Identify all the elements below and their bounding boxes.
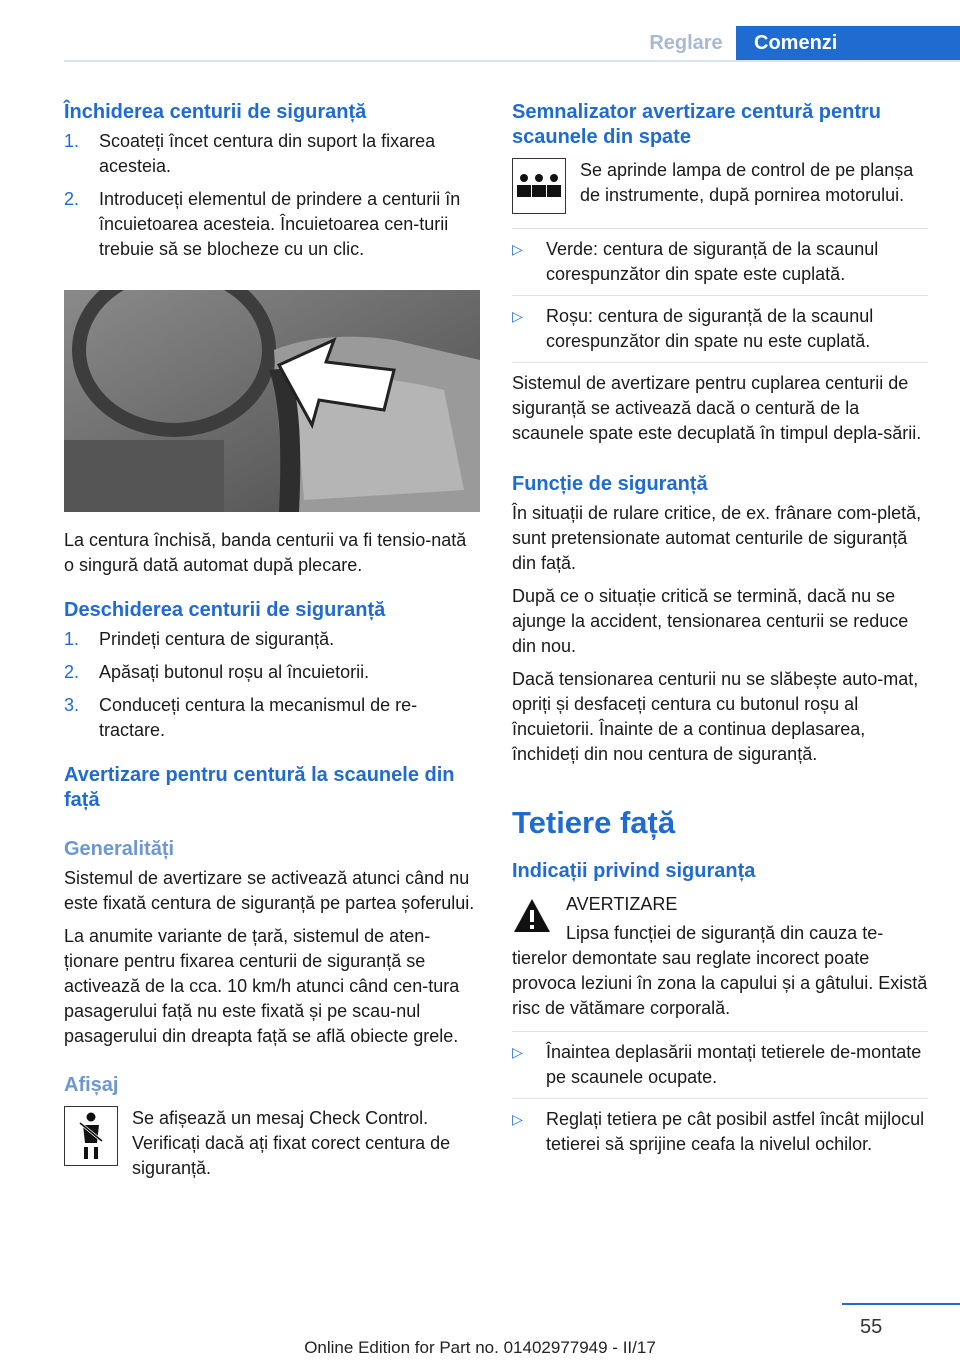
bullet-text: Înaintea deplasării montați tetierele de‐montate pe scaunele ocupate. [546, 1042, 922, 1087]
divider [512, 362, 928, 363]
list-item [64, 627, 480, 652]
section-title-opening-belt: Deschiderea centurii de siguranță [64, 599, 386, 621]
list-item [64, 129, 480, 179]
subsection-title-display: Afișaj [64, 1074, 119, 1096]
bullet-icon: ▷ [512, 1111, 523, 1127]
page-number: 55 [860, 1316, 883, 1338]
list-item [512, 237, 928, 287]
section-title-rear-belt-indicator: Semnalizator avertizare centură pentru scaunele din spate [512, 101, 882, 148]
indicator-text: Se aprinde lampa de control de pe planșa de instrumente, după pornirea motorului. [580, 160, 914, 205]
list-item [512, 1107, 928, 1157]
chapter-title-front-headrests: Tetiere față [512, 805, 676, 840]
closing-steps [64, 129, 480, 262]
divider [512, 295, 928, 296]
warning-text: Lipsa funcției de siguranță din cauza te‐tierelor demontate sau reglate incorect poate provoca leziuni în zona la capului și a gâtului. Există risc de vătămare corporală. [512, 923, 928, 1018]
warning-box [512, 892, 928, 1021]
left-column [64, 100, 480, 1181]
step-text: Prindeți centura de siguranță. [99, 629, 335, 649]
bullet-icon: ▷ [512, 1044, 523, 1060]
headrest-bullets [512, 1040, 928, 1157]
display-info [64, 1106, 480, 1181]
section-title-safety-notes: Indicații privind siguranța [512, 860, 756, 882]
divider [512, 1031, 928, 1032]
bullet-icon: ▷ [512, 241, 523, 257]
seatbelt-icon [64, 1106, 118, 1166]
display-text: Se afișează un mesaj Check Control. Verificați dacă ați fixat corect centura de siguranță. [132, 1108, 451, 1178]
step-number: 2. [64, 189, 80, 209]
divider [512, 228, 928, 229]
step-text: Introduceți elementul de prindere a centurii în încuietoarea acesteia. Încuietoarea cen‐turii trebuie să se blocheze cu un clic. [99, 189, 461, 259]
section-title-closing-belt: Închiderea centurii de siguranță [64, 101, 367, 123]
section-title-safety-function: Funcție de siguranță [512, 473, 708, 495]
step-text: Scoateți încet centura din suport la fixarea acesteia. [99, 131, 436, 176]
step-number: 3. [64, 695, 80, 715]
rear-seats-icon [512, 158, 566, 214]
paragraph: În situații de rulare critice, de ex. frânare com‐pletă, sunt pretensionate automat centurile de siguranță din față. [512, 503, 922, 573]
bullet-text: Roșu: centura de siguranță de la scaunul corespunzător din spate nu este cuplată. [546, 306, 874, 351]
step-number: 1. [64, 629, 80, 649]
tab-reglare[interactable]: Reglare [649, 32, 723, 54]
footer-rule [842, 1303, 960, 1305]
list-item [512, 1040, 928, 1090]
paragraph: Sistemul de avertizare pentru cuplarea centurii de siguranță se activează dacă o centură de la scaunele spate este decuplată în timpul depla‐sării. [512, 373, 922, 443]
step-text: Apăsați butonul roșu al încuietorii. [99, 662, 370, 682]
section-title-front-belt-warning: Avertizare pentru centură la scaunele din față [64, 764, 455, 811]
indicator-bullets [512, 237, 928, 354]
rear-indicator-info [512, 158, 928, 214]
step-text: Conduceți centura la mecanismul de re‐tractare. [99, 695, 418, 740]
list-item [512, 304, 928, 354]
header-rule [64, 60, 960, 62]
step-number: 1. [64, 131, 80, 151]
bullet-icon: ▷ [512, 308, 523, 324]
paragraph: După ce o situație critică se termină, dacă nu se ajunge la accident, tensionarea centurii se reduce din nou. [512, 586, 909, 656]
tab-comenzi[interactable]: Comenzi [736, 26, 960, 62]
paragraph: La anumite variante de țară, sistemul de aten‐ționare pentru fixarea centurii de siguranță se activează de la cca. 10 km/h atunci când cen‐tura pasagerului față nu este fixată și pe scau‐nul pasagerului din dreapta față se află obiecte grele. [64, 926, 460, 1046]
list-item [64, 660, 480, 685]
opening-steps [64, 627, 480, 743]
warning-triangle-icon [512, 894, 552, 938]
divider [512, 1098, 928, 1099]
paragraph: Sistemul de avertizare se activează atunci când nu este fixată centura de siguranță pe partea șoferului. [64, 868, 475, 913]
belt-tension-note: La centura închisă, banda centurii va fi tensio‐nată o singură dată automat după plecare. [64, 530, 467, 575]
bullet-text: Verde: centura de siguranță de la scaunul corespunzător din spate este cuplată. [546, 239, 879, 284]
edition-footer: Online Edition for Part no. 01402977949 - II/17 [304, 1338, 656, 1357]
list-item [64, 187, 480, 262]
bullet-text: Reglați tetiera pe cât posibil astfel încât mijlocul tetierei să sprijine ceafa la nivelul ochilor. [546, 1109, 925, 1154]
warning-label: AVERTIZARE [566, 894, 678, 914]
paragraph: Dacă tensionarea centurii nu se slăbește auto‐mat, opriți și desfaceți centura cu butonul roșu al încuietorii. Înainte de a continua deplasarea, închideți din nou centura de siguranță. [512, 669, 919, 764]
seatbelt-photo [64, 290, 480, 512]
right-column [512, 100, 928, 1157]
list-item [64, 693, 480, 743]
step-number: 2. [64, 662, 80, 682]
subsection-title-general: Generalități [64, 838, 175, 860]
